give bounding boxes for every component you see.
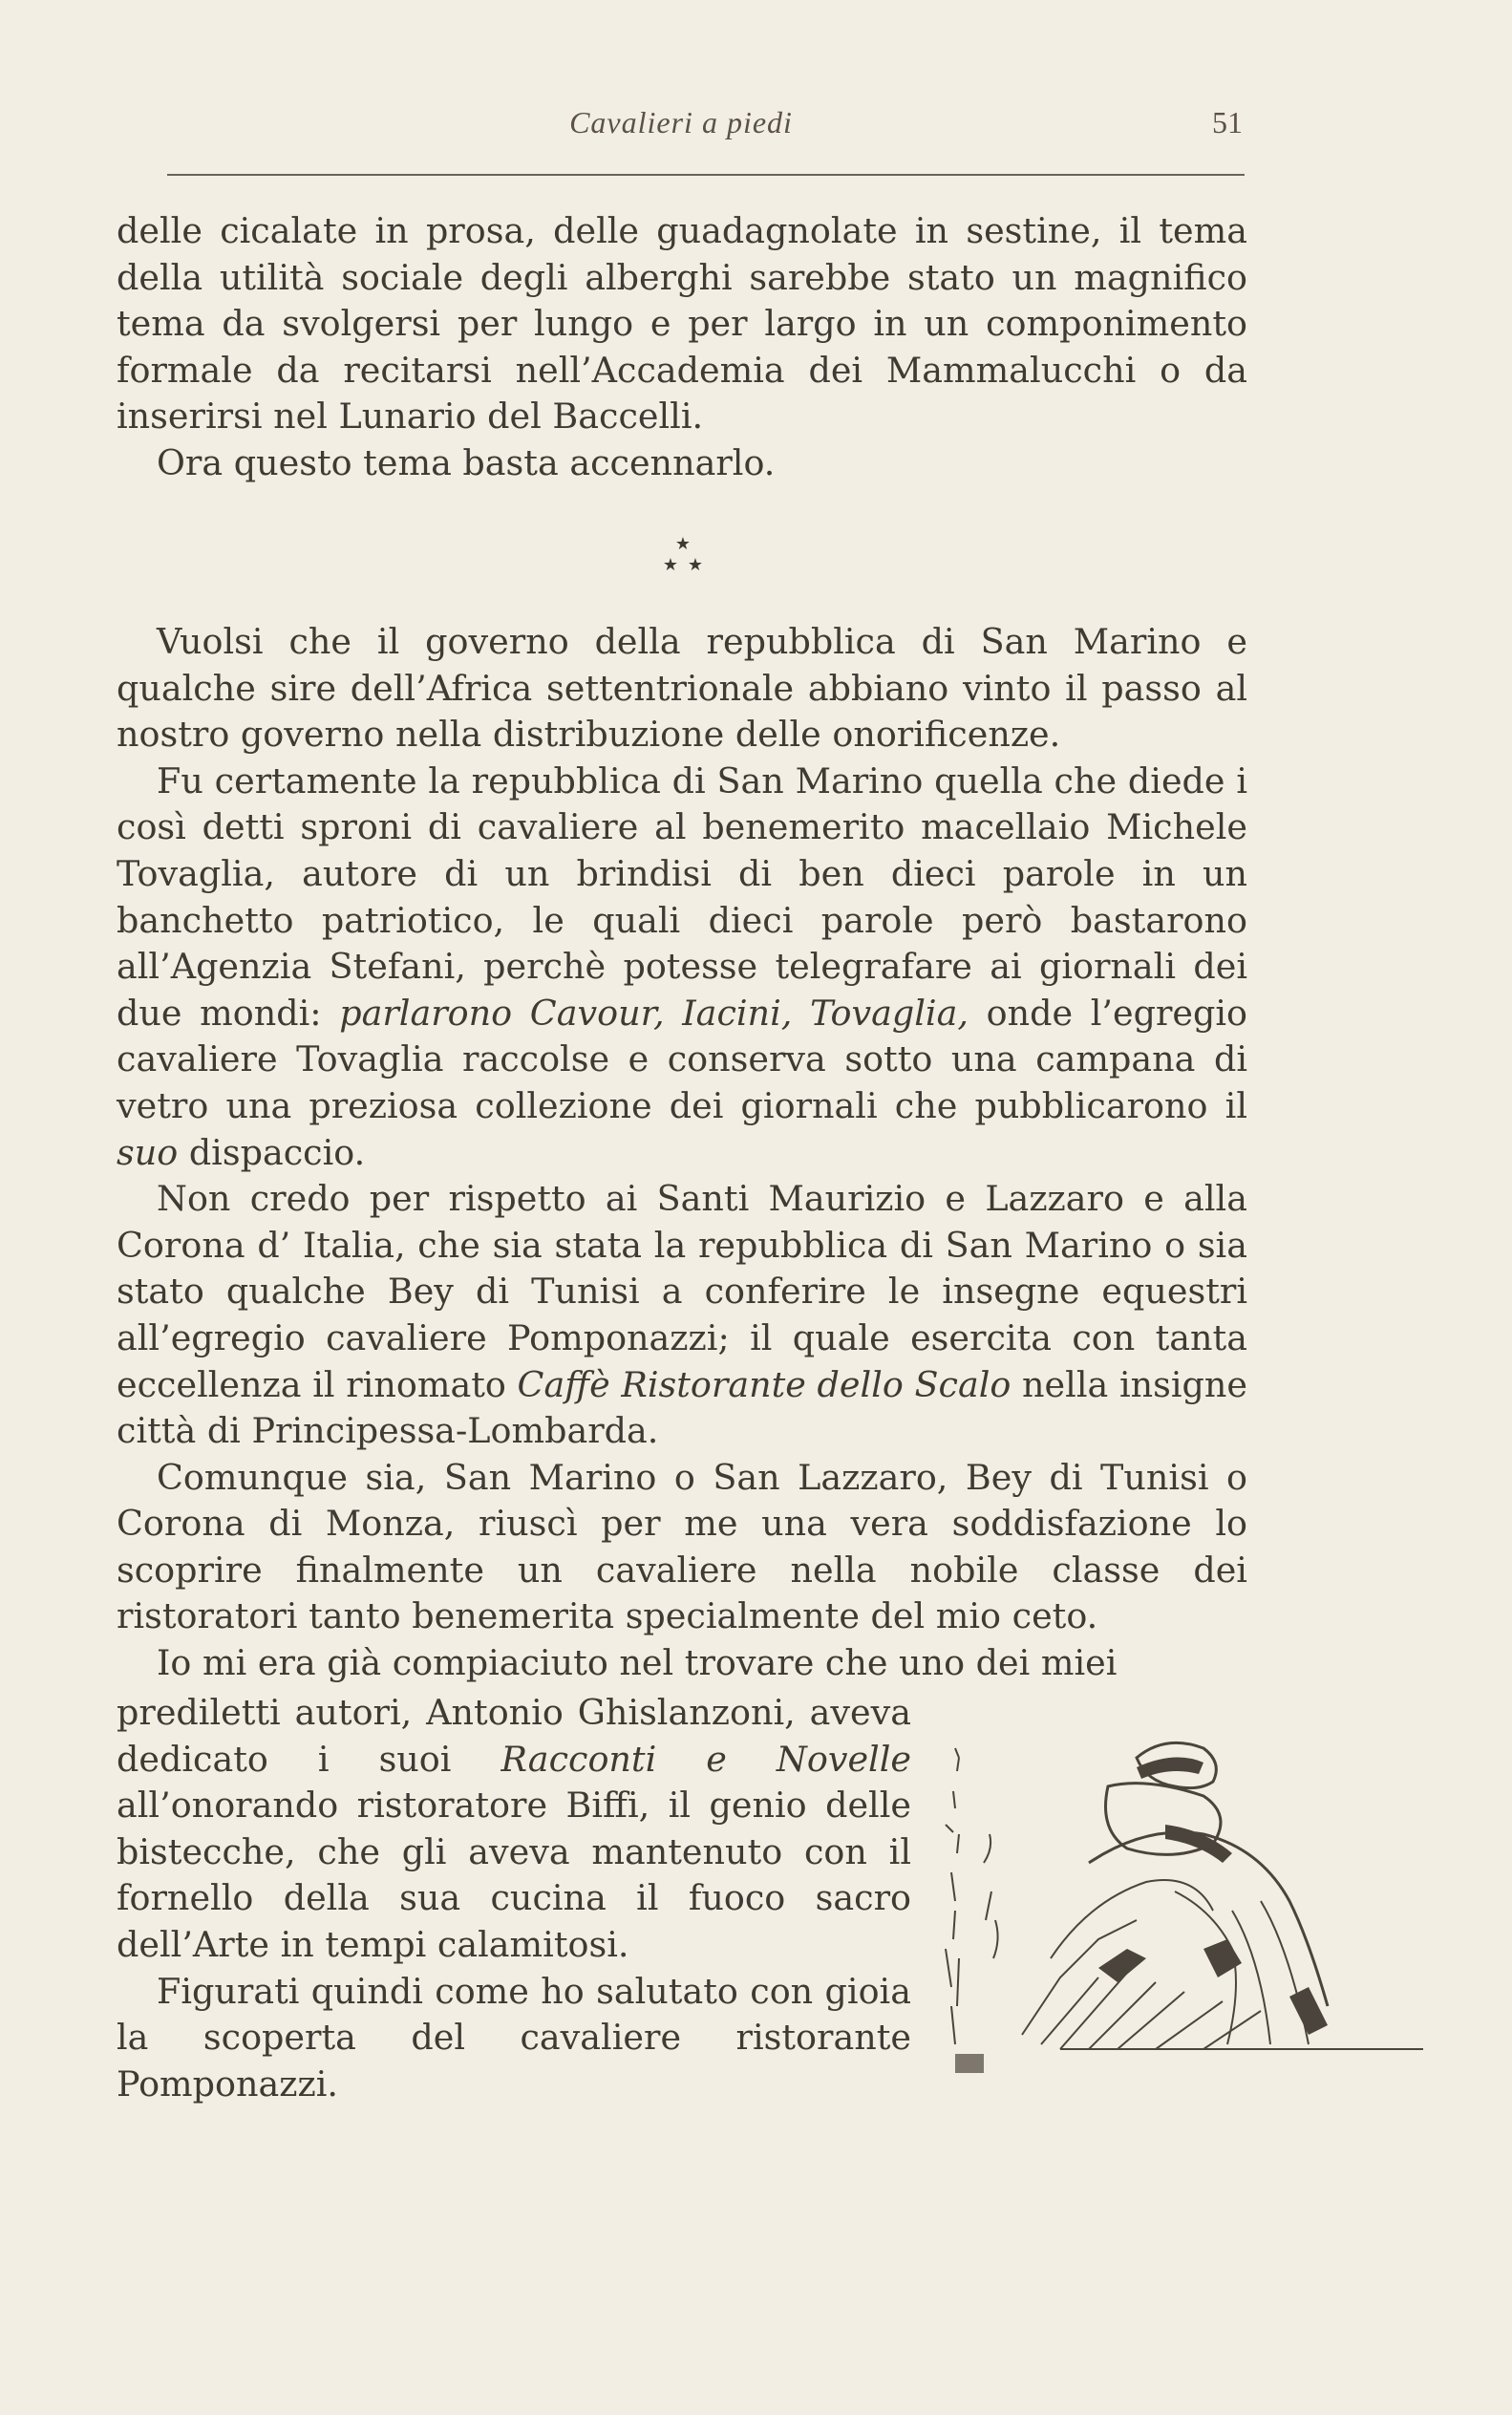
section-2 — [117, 619, 1247, 1687]
paragraph: Comunque sia, San Marino o San Lazzaro, Bey di Tunisi o Corona di Monza, riuscì per me una vera soddisfazione lo scoprire finalmente un cavaliere nella nobile classe dei ristoratori tanto benemerita specialmente del mio ceto. — [117, 1456, 1247, 1637]
page-number: 51 — [1212, 105, 1243, 139]
italic-phrase: Caffè Ristorante dello Scalo — [517, 1363, 1012, 1405]
paragraph: delle cicalate in prosa, delle guadagnolate in sestine, il tema della utilità sociale degli alberghi sarebbe stato un magnifico tema da svolgersi per lungo e per largo in un componimento formale da recitarsi nell’Accademia dei Mammalucchi o da inserirsi nel Lunario del Baccelli. — [117, 210, 1247, 438]
asterism-icon — [659, 530, 707, 578]
wrapped-text — [117, 1690, 911, 2107]
paragraph: Ora questo tema basta accennarlo. — [157, 441, 776, 483]
paragraph: Non credo per rispetto ai Santi Maurizio e Lazzaro e alla Corona d’ Italia, che sia stata la repubblica di San Marino o sia stato qualche Bey di Tunisi a conferire le insegne equestri all’egregio cavaliere Pomponazzi; il quale esercita con tanta eccellenza il rinomato Caffè Ristorante dello Scalo nella insigne città di Principessa-Lombarda. — [117, 1178, 1247, 1452]
italic-title: Racconti e Novelle — [500, 1738, 911, 1780]
paragraph: Fu certamente la repubblica di San Marino quella che diede i così detti sproni di cavaliere al benemerito macellaio Michele Tovaglia, autore di un brindisi di ben dieci parole in un banchetto patriotico, le quali dieci parole però bastarono all’Agenzia Stefani, perchè potesse telegrafare ai giornali dei due mondi: parlarono Cavour, Iacini, Tovaglia, onde l’egregio cavaliere Tovaglia raccolse e conserva sotto una campana di vetro una preziosa collezione dei giornali che pubblicarono il suo dispaccio. — [117, 759, 1248, 1173]
section-1 — [117, 208, 1247, 487]
header-rule — [167, 174, 1245, 176]
paragraph-line: Io mi era già compiaciuto nel trovare che uno dei miei — [157, 1642, 1118, 1684]
running-title: Cavalieri a piedi — [569, 105, 793, 139]
engraving-illustration — [917, 1720, 1452, 2102]
paragraph: prediletti autori, Antonio Ghislanzoni, aveva dedicato i suoi Racconti e Novelle all’onorando ristoratore Biffi, il genio delle bistecche, che gli aveva mantenuto con il fornello della sua cucina il fuoco sacro dell’Arte in tempi calamitosi. — [117, 1692, 911, 1965]
italic-word: suo — [117, 1131, 179, 1173]
svg-text:★: ★ — [662, 555, 679, 575]
svg-text:★: ★ — [674, 534, 692, 554]
paragraph: Vuolsi che il governo della repubblica di San Marino e qualche sire dell’Africa settentrionale abbiano vinto il passo al nostro governo nella distribuzione delle onorificenze. — [117, 621, 1247, 756]
italic-phrase: parlarono Cavour, Iacini, Tovaglia, — [339, 992, 969, 1034]
svg-text:★: ★ — [687, 555, 704, 575]
running-header — [119, 105, 1243, 147]
paragraph: Figurati quindi come ho salutato con gioia la scoperta del cavaliere ristorante Pomponazzi. — [117, 1970, 911, 2105]
